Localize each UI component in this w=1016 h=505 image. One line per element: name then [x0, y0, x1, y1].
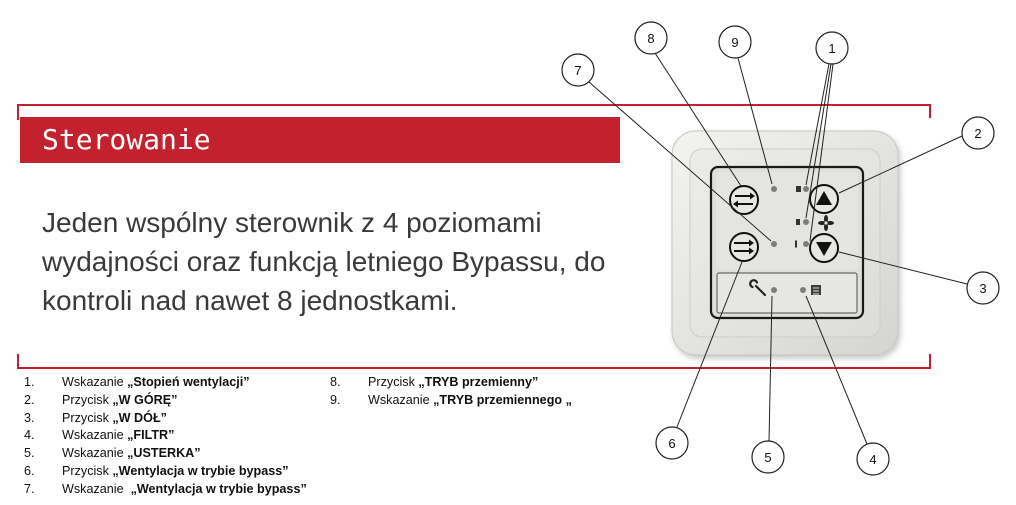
callout-4-label: 4 [869, 452, 877, 467]
legend-emphasis: „Wentylacja w trybie bypass” [112, 463, 289, 478]
callout-5 [752, 441, 784, 473]
filter-icon [811, 285, 821, 295]
legend-number: 8. [330, 375, 341, 389]
legend-emphasis: „Wentylacja w trybie bypass” [130, 481, 307, 496]
callout-8-label: 8 [647, 31, 655, 46]
level-2-mark [796, 219, 800, 225]
callout-2-label: 2 [974, 126, 982, 141]
callout-9 [719, 26, 751, 58]
callout-3 [967, 272, 999, 304]
description-line-1: Jeden wspólny sterownik z 4 poziomami [42, 207, 542, 238]
description-line-2: wydajności oraz funkcją letniego Bypassu, do [42, 246, 606, 277]
callout-4 [857, 443, 889, 475]
level-1-mark [795, 241, 797, 248]
callout-3-label: 3 [979, 281, 987, 296]
callout-8 [635, 22, 667, 54]
fault-led [771, 287, 777, 293]
legend-number: 3. [24, 410, 35, 425]
callout-9-label: 9 [731, 35, 739, 50]
legend-prefix: Wskazanie [62, 446, 128, 461]
bypass-mode-led [771, 186, 777, 192]
controller-status-area [717, 273, 857, 313]
legend-emphasis: „USTERKA” [127, 446, 201, 461]
level-2-led [803, 219, 809, 225]
callout-1-label: 1 [828, 41, 836, 56]
bypass-swap-button [730, 186, 758, 214]
legend-number: 2. [24, 392, 35, 407]
bypass-ventilation-button [730, 233, 758, 261]
legend-emphasis: „W DÓŁ” [112, 410, 167, 425]
callout-6 [656, 427, 688, 459]
legend-prefix: Wskazanie [62, 428, 128, 443]
legend-prefix: Wskazanie [368, 392, 434, 407]
down-button [810, 234, 838, 262]
legend-number: 7. [24, 481, 35, 496]
legend-prefix: Przycisk [62, 410, 113, 425]
legend-number: 6. [24, 463, 35, 478]
description-line-3: kontroli nad nawet 8 jednostkami. [42, 285, 458, 316]
legend-prefix: Przycisk [62, 463, 113, 478]
level-3-mark [796, 186, 801, 192]
level-3-led [803, 186, 809, 192]
controller-illustration [672, 131, 898, 355]
legend-prefix: Wskazanie [62, 375, 128, 389]
callout-1 [816, 32, 848, 64]
bottom-rule [18, 354, 930, 368]
legend-emphasis: „TRYB przemiennego „ [433, 392, 572, 407]
callout-7 [562, 54, 594, 86]
callout-6-label: 6 [668, 436, 676, 451]
legend-prefix: Przycisk [62, 392, 113, 407]
top-rule [18, 105, 930, 120]
callout-5-label: 5 [764, 450, 772, 465]
legend-number: 9. [330, 392, 341, 407]
callout-7-label: 7 [574, 63, 582, 78]
legend-number: 4. [24, 428, 35, 443]
callout-2 [962, 117, 994, 149]
legend-prefix: Przycisk [368, 375, 419, 389]
legend-emphasis: „FILTR” [127, 428, 175, 443]
legend-emphasis: „TRYB przemienny” [418, 375, 539, 389]
level-1-led [803, 241, 809, 247]
bypass-ventilation-led [771, 241, 777, 247]
section-title: Sterowanie [42, 123, 211, 156]
legend-number: 5. [24, 446, 35, 461]
legend-emphasis: „Stopień wentylacji” [127, 375, 250, 389]
legend-emphasis: „W GÓRĘ” [112, 392, 178, 407]
legend-number: 1. [24, 375, 35, 389]
legend-prefix: Wskazanie [62, 481, 131, 496]
filter-led [800, 287, 806, 293]
